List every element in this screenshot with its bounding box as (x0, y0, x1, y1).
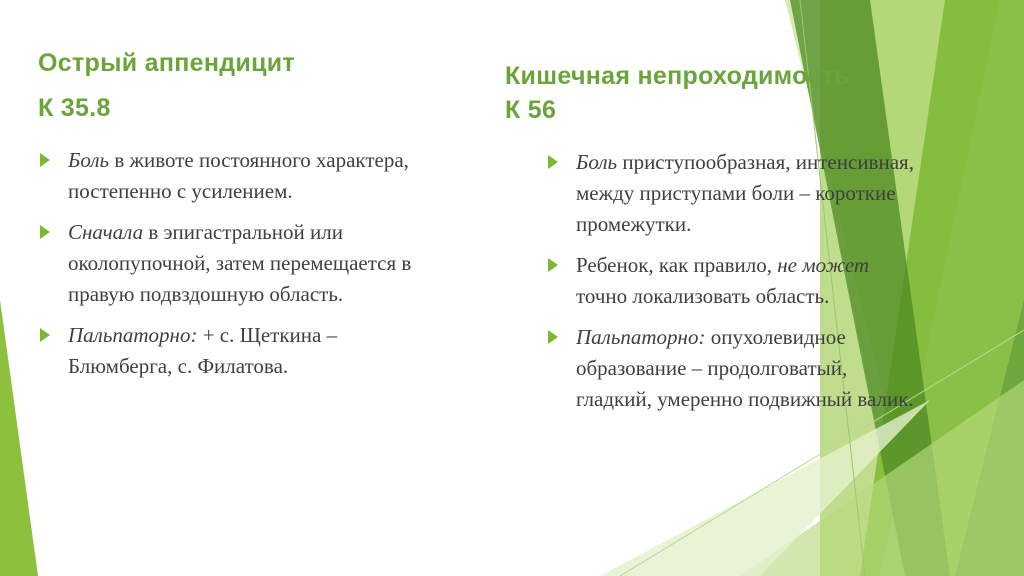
bullet-arrow-icon (40, 225, 50, 239)
right-column (546, 147, 921, 425)
bullet-emphasis: Боль (576, 150, 618, 174)
bullet-text: в животе постоянного характера, постепенно с усилением. (68, 148, 409, 203)
bullet-text: опухолевидное образование – продолговатый, гладкий, умеренно подвижный валик. (576, 325, 914, 411)
right-heading (505, 59, 850, 127)
bullet-arrow-icon (548, 258, 558, 272)
bullet-emphasis: Сначала (68, 220, 144, 244)
right-bullet-2 (546, 250, 921, 312)
left-code: К 35.8 (38, 94, 111, 122)
bullet-arrow-icon (40, 328, 50, 342)
bullet-arrow-icon (548, 330, 558, 344)
left-heading (38, 46, 295, 125)
bullet-prefix: Ребенок, как правило, (576, 253, 778, 277)
left-bullet-3 (38, 320, 418, 382)
left-edge-shape (0, 300, 38, 576)
bullet-arrow-icon (548, 155, 558, 169)
bullet-emphasis: Пальпаторно: (576, 325, 706, 349)
left-bullet-1 (38, 145, 418, 207)
bullet-text: точно локализовать область. (576, 284, 830, 308)
bullet-text: в эпигастральной или околопупочной, затем перемещается в правую подвздошную область. (68, 220, 412, 306)
left-bullet-2 (38, 217, 418, 310)
bullet-text: приступообразная, интенсивная, между приступами боли – короткие промежутки. (576, 150, 914, 236)
bullet-text: + с. Щеткина – Блюмберга, с. Филатова. (68, 323, 338, 378)
bullet-emphasis: Пальпаторно: (68, 323, 198, 347)
right-code: К 56 (505, 96, 557, 124)
bullet-emphasis: не может (777, 253, 870, 277)
right-bullet-1 (546, 147, 921, 240)
left-title: Острый аппендицит (38, 49, 295, 77)
bullet-emphasis: Боль (68, 148, 110, 172)
right-title: Кишечная непроходимость (505, 62, 850, 90)
left-column (38, 145, 418, 392)
bullet-arrow-icon (40, 153, 50, 167)
right-bullet-3 (546, 322, 921, 415)
